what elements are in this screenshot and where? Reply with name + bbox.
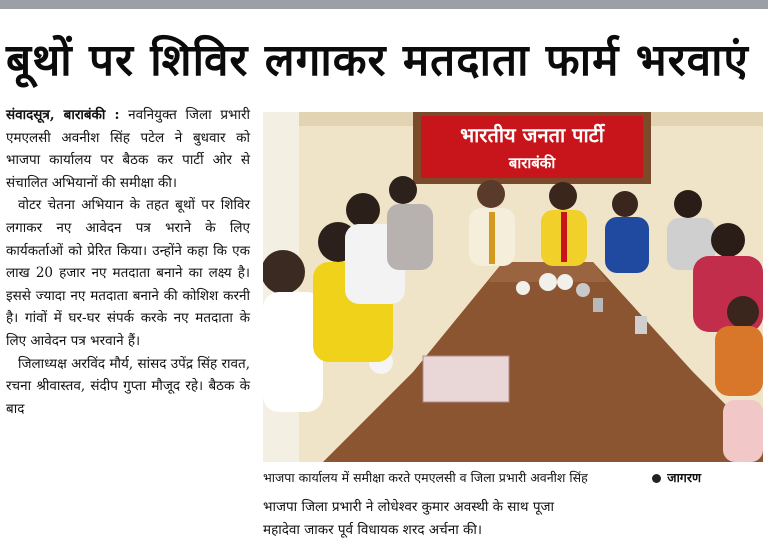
article-continuation bbox=[263, 496, 763, 541]
meeting-photo-illustration bbox=[263, 112, 763, 462]
photo-credit-text: जागरण bbox=[667, 470, 701, 485]
news-photo bbox=[263, 112, 763, 462]
photo-caption-row bbox=[263, 466, 763, 490]
credit-bullet-icon bbox=[652, 474, 661, 483]
headline: बूथों पर शिविर लगाकर मतदाता फार्म भरवाएं bbox=[6, 35, 749, 86]
dateline: संवादसूत्र, बाराबंकी : bbox=[6, 107, 120, 123]
article-paragraph-3: जिलाध्यक्ष अरविंद मौर्य, सांसद उपेंद्र सिंह रावत, रचना श्रीवास्तव, संदीप गुप्ता मौजूद रहे। बैठक के बाद bbox=[6, 355, 250, 417]
banner-title: भारतीय जनता पार्टी bbox=[460, 123, 604, 147]
continuation-line-2: महादेवा जाकर पूर्व विधायक शरद अर्चना की। bbox=[263, 521, 482, 538]
top-rule bbox=[0, 0, 768, 9]
banner-subtitle: बाराबंकी bbox=[508, 154, 556, 172]
photo-caption: भाजपा कार्यालय में समीक्षा करते एमएलसी व जिला प्रभारी अवनीश सिंह bbox=[263, 470, 588, 485]
photo-credit bbox=[652, 466, 701, 490]
article-body bbox=[6, 104, 250, 420]
paragraph-1-text: नवनियुक्त जिला प्रभारी एमएलसी अवनीश सिंह पटेल ने बुधवार को भाजपा कार्यालय पर बैठक कर पार्टी ओर से संचालित अभियानों की समीक्षा की। bbox=[6, 107, 251, 191]
article-paragraph-2: वोटर चेतना अभियान के तहत बूथों पर शिविर लगाकर नए आवेदन पत्र भराने के लिए कार्यकर्ताओं को प्रेरित किया। उन्होंने कहा कि एक लाख 20 हजार नए मतदाता बनाने का लक्ष्य है। इससे ज्यादा नए मतदाता बनाने की कोशिश करनी है। गांवों में घर-घर संपर्क करके नए मतदाता के लिए आवेदन पत्र भरवाने हैं। bbox=[6, 197, 250, 349]
continuation-line-1: भाजपा जिला प्रभारी ने लोधेश्वर कुमार अवस्थी के साथ पूजा bbox=[263, 499, 555, 515]
article-paragraph-1 bbox=[6, 104, 250, 194]
gift-box bbox=[423, 356, 509, 402]
person-blue-vest bbox=[605, 217, 649, 273]
